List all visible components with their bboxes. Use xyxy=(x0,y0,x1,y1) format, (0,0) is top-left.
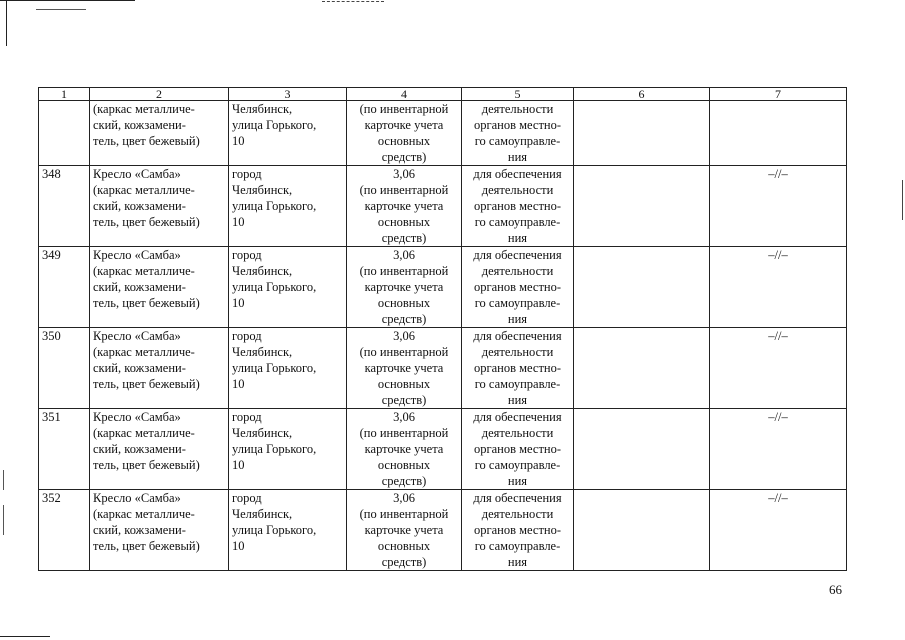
table-header-row xyxy=(39,88,847,101)
row-number-cell: 352 xyxy=(39,490,90,571)
value-cell: 3,06 (по инвентарной карточке учета основных средств) xyxy=(347,328,462,409)
row-number-cell: 349 xyxy=(39,247,90,328)
column-6-cell xyxy=(574,247,710,328)
table-row-continuation xyxy=(39,101,847,166)
table-row xyxy=(39,490,847,571)
column-6-cell xyxy=(574,490,710,571)
table-row xyxy=(39,328,847,409)
column-7-cell xyxy=(710,101,847,166)
value-cell: 3,06 (по инвентарной карточке учета основных средств) xyxy=(347,409,462,490)
purpose-cell: для обеспечения деятельности органов местно- го самоуправле- ния xyxy=(462,247,574,328)
column-header: 7 xyxy=(710,88,847,101)
scan-artifact-top-line-short xyxy=(36,9,86,10)
row-number-cell: 350 xyxy=(39,328,90,409)
address-cell: город Челябинск, улица Горького, 10 xyxy=(229,247,347,328)
column-header: 1 xyxy=(39,88,90,101)
scan-artifact-right-edge xyxy=(902,180,903,220)
row-number-cell xyxy=(39,101,90,166)
value-cell: (по инвентарной карточке учета основных средств) xyxy=(347,101,462,166)
column-header: 3 xyxy=(229,88,347,101)
scan-artifact-bottom-line xyxy=(0,636,50,637)
ditto-mark-cell: –//– xyxy=(710,409,847,490)
value-cell: 3,06 (по инвентарной карточке учета основных средств) xyxy=(347,490,462,571)
address-cell: город Челябинск, улица Горького, 10 xyxy=(229,166,347,247)
item-name-cell: Кресло «Самба» (каркас металличе- ский, кожзамени- тель, цвет бежевый) xyxy=(90,166,229,247)
item-name-cell: Кресло «Самба» (каркас металличе- ский, кожзамени- тель, цвет бежевый) xyxy=(90,247,229,328)
row-number-cell: 348 xyxy=(39,166,90,247)
ditto-mark-cell: –//– xyxy=(710,490,847,571)
purpose-cell: для обеспечения деятельности органов местно- го самоуправле- ния xyxy=(462,166,574,247)
table-row xyxy=(39,247,847,328)
page-number: 66 xyxy=(829,582,842,597)
value-cell: 3,06 (по инвентарной карточке учета основных средств) xyxy=(347,247,462,328)
column-header: 4 xyxy=(347,88,462,101)
table-row xyxy=(39,409,847,490)
purpose-cell: для обеспечения деятельности органов местно- го самоуправле- ния xyxy=(462,490,574,571)
address-cell: город Челябинск, улица Горького, 10 xyxy=(229,409,347,490)
scan-artifact-left-edge xyxy=(6,0,7,46)
table-row xyxy=(39,166,847,247)
ditto-mark-cell: –//– xyxy=(710,247,847,328)
purpose-cell: для обеспечения деятельности органов местно- го самоуправле- ния xyxy=(462,328,574,409)
address-cell: город Челябинск, улица Горького, 10 xyxy=(229,490,347,571)
value-cell: 3,06 (по инвентарной карточке учета основных средств) xyxy=(347,166,462,247)
scan-artifact-top-dash xyxy=(322,1,384,2)
address-cell: город Челябинск, улица Горького, 10 xyxy=(229,328,347,409)
column-6-cell xyxy=(574,328,710,409)
column-header: 6 xyxy=(574,88,710,101)
scan-artifact-top-line xyxy=(0,0,135,1)
address-cell: Челябинск, улица Горького, 10 xyxy=(229,101,347,166)
item-name-cell: Кресло «Самба» (каркас металличе- ский, кожзамени- тель, цвет бежевый) xyxy=(90,490,229,571)
row-number-cell: 351 xyxy=(39,409,90,490)
purpose-cell: деятельности органов местно- го самоуправле- ния xyxy=(462,101,574,166)
purpose-cell: для обеспечения деятельности органов местно- го самоуправле- ния xyxy=(462,409,574,490)
property-inventory-table xyxy=(38,87,847,571)
column-6-cell xyxy=(574,409,710,490)
item-name-cell: Кресло «Самба» (каркас металличе- ский, кожзамени- тель, цвет бежевый) xyxy=(90,328,229,409)
column-header: 5 xyxy=(462,88,574,101)
item-name-cell: (каркас металличе- ский, кожзамени- тель, цвет бежевый) xyxy=(90,101,229,166)
item-name-cell: Кресло «Самба» (каркас металличе- ский, кожзамени- тель, цвет бежевый) xyxy=(90,409,229,490)
scan-artifact-left-tick xyxy=(3,505,4,535)
ditto-mark-cell: –//– xyxy=(710,328,847,409)
scan-artifact-left-tick xyxy=(3,470,4,490)
column-6-cell xyxy=(574,166,710,247)
column-6-cell xyxy=(574,101,710,166)
column-header: 2 xyxy=(90,88,229,101)
ditto-mark-cell: –//– xyxy=(710,166,847,247)
